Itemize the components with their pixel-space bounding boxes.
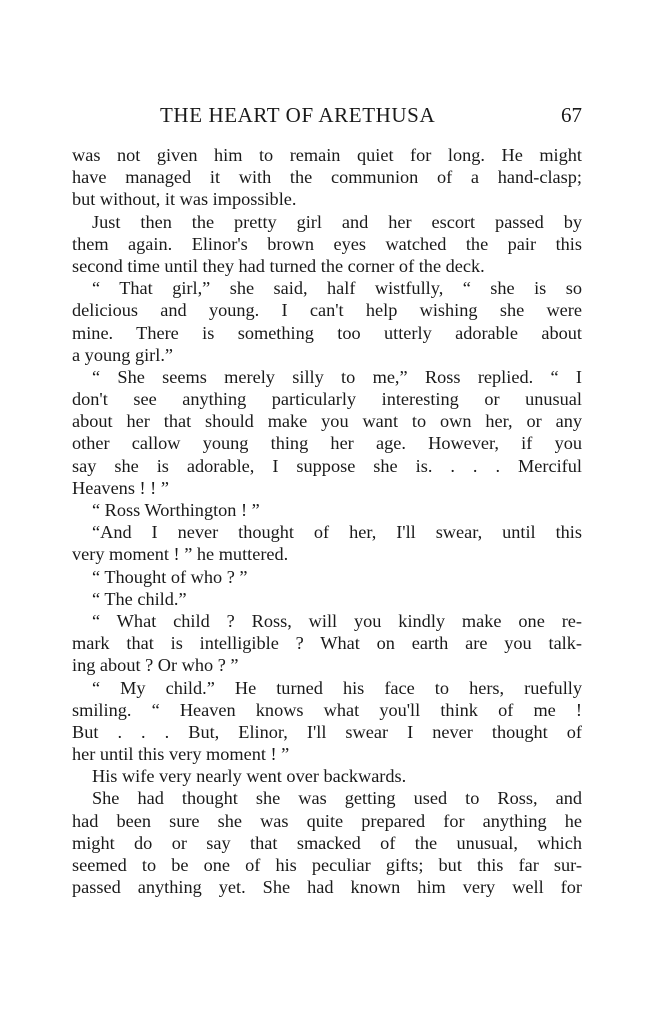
text-line: His wife very nearly went over backwards. <box>92 766 407 787</box>
text-line: about her that should make you want to own her, or any <box>72 411 582 432</box>
running-title: THE HEART OF ARETHUSA <box>160 103 436 127</box>
text-line: “ What child ? Ross, will you kindly make one re- <box>92 610 582 631</box>
text-line: delicious and young. I can't help wishing she were <box>72 300 582 321</box>
text-line: But . . . But, Elinor, I'll swear I never thought of <box>72 721 582 742</box>
text-line: mine. There is something too utterly adorable about <box>72 322 582 343</box>
text-line: had been sure she was quite prepared for anything he <box>72 810 582 831</box>
text-line: smiling. “ Heaven knows what you'll think of me ! <box>72 699 582 720</box>
page-number: 67 <box>561 103 582 127</box>
text-line: have managed it with the communion of a hand-clasp; <box>72 167 582 188</box>
text-line: “ Thought of who ? ” <box>92 566 248 587</box>
text-line: ing about ? Or who ? ” <box>72 655 239 676</box>
text-line: Heavens ! ! ” <box>72 477 169 498</box>
text-line: say she is adorable, I suppose she is. . . . Merciful <box>72 455 582 476</box>
text-line: “ The child.” <box>92 588 187 609</box>
text-line: “ That girl,” she said, half wistfully, “ she is so <box>92 278 582 299</box>
text-line: “ She seems merely silly to me,” Ross replied. “ I <box>92 366 582 387</box>
text-line: mark that is intelligible ? What on earth are you talk- <box>72 633 582 654</box>
body-text <box>72 144 582 898</box>
text-line: “ My child.” He turned his face to hers, ruefully <box>92 677 582 698</box>
text-line: second time until they had turned the corner of the deck. <box>72 255 485 276</box>
text-line: seemed to be one of his peculiar gifts; but this far sur- <box>72 855 582 875</box>
text-line: “ Ross Worthington ! ” <box>92 500 260 520</box>
text-line: was not given him to remain quiet for long. He might <box>72 145 582 165</box>
running-header <box>72 100 582 130</box>
text-line: might do or say that smacked of the unusual, which <box>72 832 582 853</box>
text-line: passed anything yet. She had known him very well for <box>72 877 582 898</box>
text-line: her until this very moment ! ” <box>72 744 290 765</box>
text-line: a young girl.” <box>72 344 174 365</box>
text-line: but without, it was impossible. <box>72 189 297 210</box>
text-line: them again. Elinor's brown eyes watched the pair this <box>72 233 582 254</box>
text-line: Just then the pretty girl and her escort passed by <box>92 211 582 232</box>
text-line: “And I never thought of her, I'll swear, until this <box>92 522 582 543</box>
text-line: She had thought she was getting used to Ross, and <box>92 788 582 809</box>
text-line: don't see anything particularly interesting or unusual <box>72 389 582 410</box>
text-line: other callow young thing her age. However, if you <box>72 433 582 454</box>
text-line: very moment ! ” he muttered. <box>72 544 289 565</box>
